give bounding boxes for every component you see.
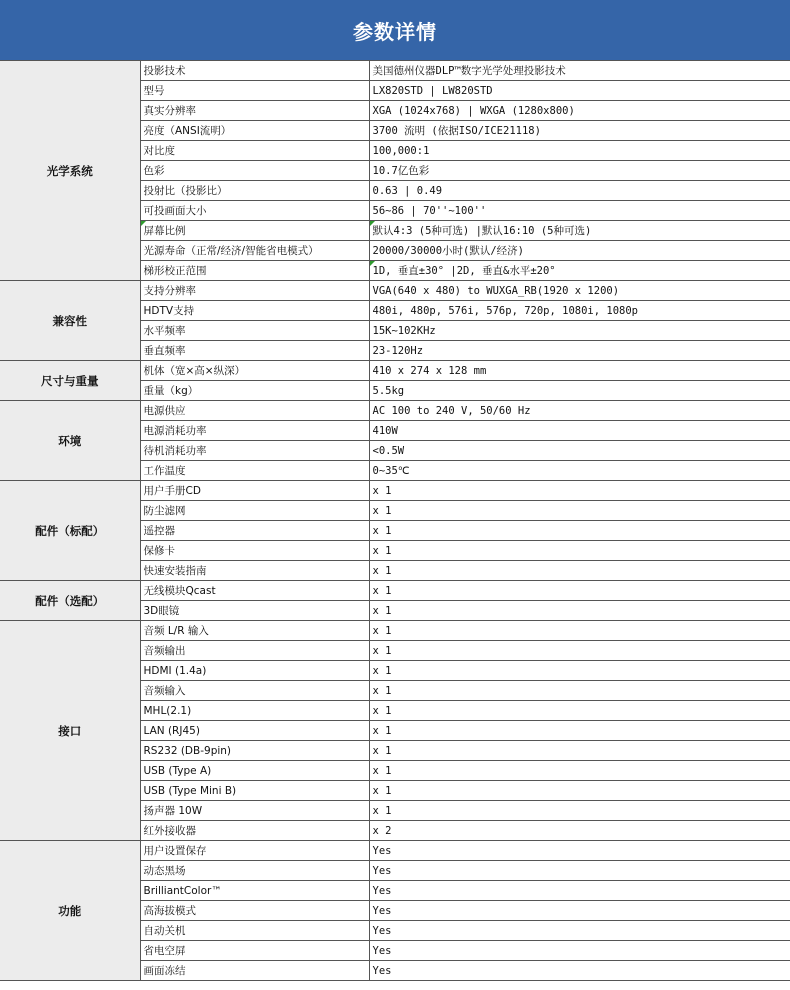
category-env: 环境 bbox=[0, 401, 140, 481]
table-row bbox=[0, 401, 790, 421]
spec-value: x 1 bbox=[369, 541, 790, 561]
spec-label: 防尘滤网 bbox=[140, 501, 369, 521]
table-row bbox=[0, 281, 790, 301]
spec-value: x 2 bbox=[369, 821, 790, 841]
spec-label: RS232 (DB-9pin) bbox=[140, 741, 369, 761]
spec-label: 遥控器 bbox=[140, 521, 369, 541]
spec-value: 15K~102KHz bbox=[369, 321, 790, 341]
category-ports: 接口 bbox=[0, 621, 140, 841]
spec-value: Yes bbox=[369, 841, 790, 861]
category-accessories-optional: 配件（选配） bbox=[0, 581, 140, 621]
spec-value: 10.7亿色彩 bbox=[369, 161, 790, 181]
spec-value: 5.5kg bbox=[369, 381, 790, 401]
spec-value: 1D, 垂直±30° |2D, 垂直&水平±20° bbox=[369, 261, 790, 281]
spec-value: Yes bbox=[369, 941, 790, 961]
spec-value: x 1 bbox=[369, 581, 790, 601]
spec-label: 动态黑场 bbox=[140, 861, 369, 881]
spec-label: 用户手册CD bbox=[140, 481, 369, 501]
spec-value: Yes bbox=[369, 861, 790, 881]
spec-value: 23-120Hz bbox=[369, 341, 790, 361]
spec-label: 音频输入 bbox=[140, 681, 369, 701]
spec-label: 电源供应 bbox=[140, 401, 369, 421]
spec-value: LX820STD | LW820STD bbox=[369, 81, 790, 101]
spec-label: 自动关机 bbox=[140, 921, 369, 941]
spec-value: 0.63 | 0.49 bbox=[369, 181, 790, 201]
spec-label: 保修卡 bbox=[140, 541, 369, 561]
spec-label: USB (Type Mini B) bbox=[140, 781, 369, 801]
spec-value: x 1 bbox=[369, 661, 790, 681]
spec-value: x 1 bbox=[369, 761, 790, 781]
spec-value: <0.5W bbox=[369, 441, 790, 461]
spec-table bbox=[0, 60, 790, 981]
spec-value: 20000/30000小时(默认/经济) bbox=[369, 241, 790, 261]
table-row bbox=[0, 841, 790, 861]
spec-value: x 1 bbox=[369, 721, 790, 741]
table-row bbox=[0, 581, 790, 601]
spec-value: 100,000:1 bbox=[369, 141, 790, 161]
spec-value: XGA (1024x768) | WXGA (1280x800) bbox=[369, 101, 790, 121]
spec-label: 省电空屏 bbox=[140, 941, 369, 961]
spec-value: 0~35℃ bbox=[369, 461, 790, 481]
spec-label: 水平频率 bbox=[140, 321, 369, 341]
spec-value: Yes bbox=[369, 881, 790, 901]
spec-label: 无线模块Qcast bbox=[140, 581, 369, 601]
spec-value: x 1 bbox=[369, 561, 790, 581]
spec-label: BrilliantColor™ bbox=[140, 881, 369, 901]
spec-label: 真实分辨率 bbox=[140, 101, 369, 121]
spec-value: x 1 bbox=[369, 781, 790, 801]
spec-label: 型号 bbox=[140, 81, 369, 101]
spec-value: x 1 bbox=[369, 801, 790, 821]
spec-value: x 1 bbox=[369, 601, 790, 621]
spec-label: 高海拔模式 bbox=[140, 901, 369, 921]
spec-value: x 1 bbox=[369, 481, 790, 501]
table-row bbox=[0, 621, 790, 641]
table-row bbox=[0, 61, 790, 81]
spec-label: 重量（kg） bbox=[140, 381, 369, 401]
spec-label: 屏幕比例 bbox=[140, 221, 369, 241]
category-optics: 光学系统 bbox=[0, 61, 140, 281]
spec-value: x 1 bbox=[369, 621, 790, 641]
spec-label: USB (Type A) bbox=[140, 761, 369, 781]
spec-label: 亮度（ANSI流明） bbox=[140, 121, 369, 141]
spec-label: 梯形校正范围 bbox=[140, 261, 369, 281]
spec-label: 色彩 bbox=[140, 161, 369, 181]
spec-value: Yes bbox=[369, 921, 790, 941]
spec-label: 投影技术 bbox=[140, 61, 369, 81]
spec-value: x 1 bbox=[369, 701, 790, 721]
spec-label: HDMI (1.4a) bbox=[140, 661, 369, 681]
spec-value: Yes bbox=[369, 901, 790, 921]
table-row bbox=[0, 361, 790, 381]
spec-value: x 1 bbox=[369, 521, 790, 541]
spec-value: 3700 流明 (依据ISO/ICE21118) bbox=[369, 121, 790, 141]
category-size: 尺寸与重量 bbox=[0, 361, 140, 401]
spec-label: 画面冻结 bbox=[140, 961, 369, 981]
spec-value: VGA(640 x 480) to WUXGA_RB(1920 x 1200) bbox=[369, 281, 790, 301]
spec-value: x 1 bbox=[369, 501, 790, 521]
table-row bbox=[0, 481, 790, 501]
spec-label: 光源寿命（正常/经济/智能省电模式） bbox=[140, 241, 369, 261]
spec-label: 机体（宽×高×纵深） bbox=[140, 361, 369, 381]
spec-label: LAN (RJ45) bbox=[140, 721, 369, 741]
spec-label: 对比度 bbox=[140, 141, 369, 161]
spec-label: 电源消耗功率 bbox=[140, 421, 369, 441]
spec-label: 投射比（投影比） bbox=[140, 181, 369, 201]
spec-value: x 1 bbox=[369, 641, 790, 661]
spec-label: 3D眼镜 bbox=[140, 601, 369, 621]
spec-value: x 1 bbox=[369, 741, 790, 761]
spec-label: 快速安装指南 bbox=[140, 561, 369, 581]
spec-label: 用户设置保存 bbox=[140, 841, 369, 861]
spec-label: 音频输出 bbox=[140, 641, 369, 661]
spec-value: 美国德州仪器DLP™数字光学处理投影技术 bbox=[369, 61, 790, 81]
spec-value: 410W bbox=[369, 421, 790, 441]
spec-value: AC 100 to 240 V, 50/60 Hz bbox=[369, 401, 790, 421]
spec-value: 56~86 | 70''~100'' bbox=[369, 201, 790, 221]
spec-label: MHL(2.1) bbox=[140, 701, 369, 721]
spec-label: 红外接收器 bbox=[140, 821, 369, 841]
spec-label: 垂直频率 bbox=[140, 341, 369, 361]
spec-value: Yes bbox=[369, 961, 790, 981]
spec-label: 音频 L/R 输入 bbox=[140, 621, 369, 641]
spec-label: 工作温度 bbox=[140, 461, 369, 481]
page-title: 参数详情 bbox=[353, 19, 437, 44]
spec-label: 待机消耗功率 bbox=[140, 441, 369, 461]
spec-value: 默认4:3 (5种可选) |默认16:10 (5种可选) bbox=[369, 221, 790, 241]
spec-value: x 1 bbox=[369, 681, 790, 701]
page-title-bar bbox=[0, 0, 790, 60]
category-functions: 功能 bbox=[0, 841, 140, 981]
spec-label: HDTV支持 bbox=[140, 301, 369, 321]
spec-label: 可投画面大小 bbox=[140, 201, 369, 221]
spec-label: 支持分辨率 bbox=[140, 281, 369, 301]
spec-value: 410 x 274 x 128 mm bbox=[369, 361, 790, 381]
spec-value: 480i, 480p, 576i, 576p, 720p, 1080i, 1080p bbox=[369, 301, 790, 321]
category-compat: 兼容性 bbox=[0, 281, 140, 361]
spec-label: 扬声器 10W bbox=[140, 801, 369, 821]
category-accessories-standard: 配件（标配） bbox=[0, 481, 140, 581]
